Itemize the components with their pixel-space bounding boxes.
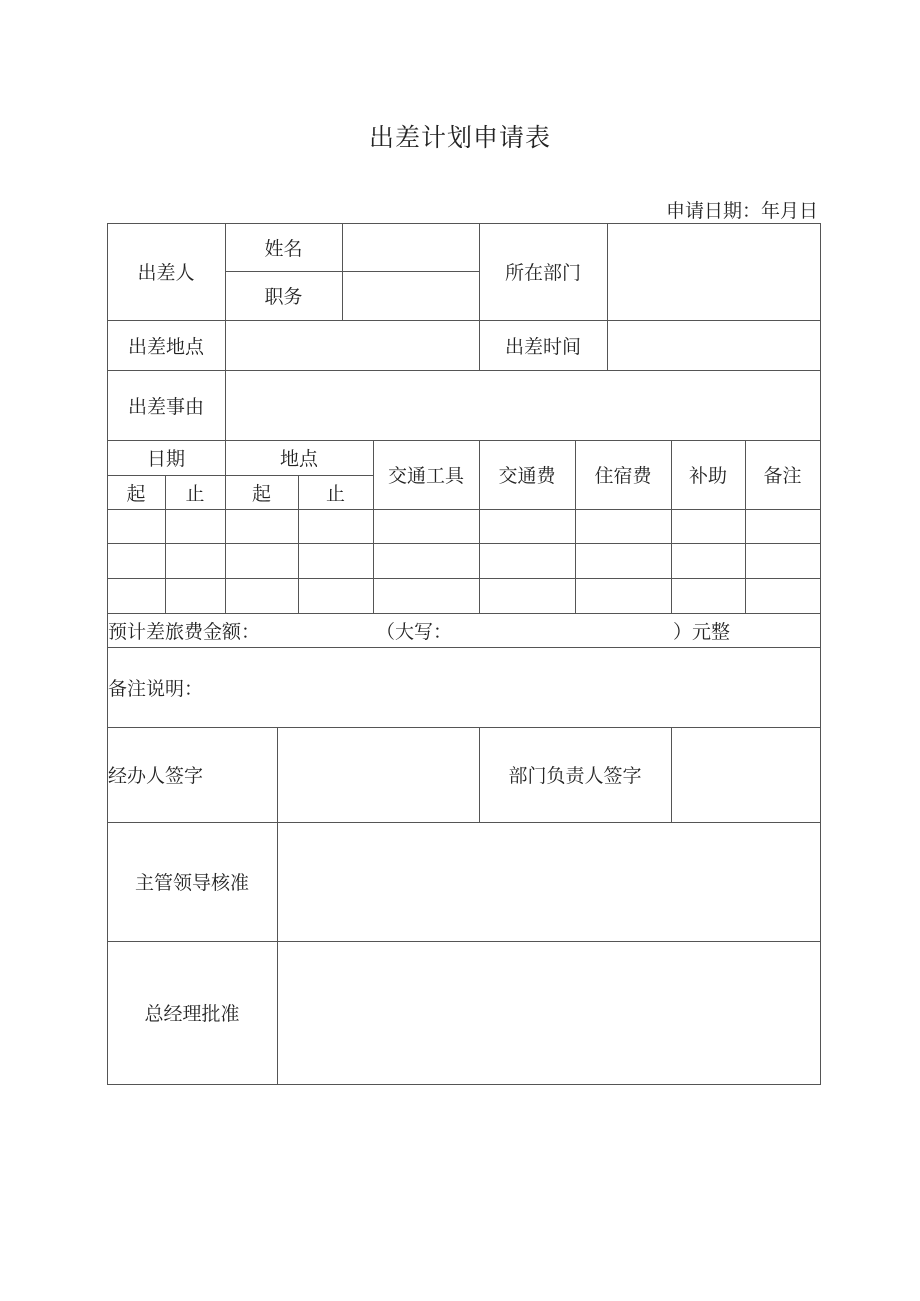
- notes-label: 备注说明：: [108, 677, 204, 700]
- reason-label: 出差事由: [127, 395, 204, 418]
- page-title: 出差计划申请表: [368, 123, 551, 152]
- transport-fee-header: 交通费: [498, 465, 556, 487]
- transport-header: 交通工具: [387, 465, 464, 487]
- gm-approval-label: 总经理批准: [144, 1003, 240, 1025]
- budget-label: 预计差旅费金额：: [108, 620, 261, 643]
- location-label: 出差地点: [127, 335, 204, 358]
- allowance-header: 补助: [688, 465, 727, 487]
- budget-capital-suffix: ）元整: [673, 620, 731, 643]
- department-field[interactable]: [607, 223, 820, 320]
- remark-header: 备注: [763, 465, 802, 487]
- department-label: 所在部门: [504, 262, 581, 284]
- place-start-header: 起: [251, 482, 271, 505]
- place-end-header: 止: [325, 482, 345, 505]
- time-field[interactable]: [607, 320, 820, 370]
- position-field[interactable]: [342, 271, 479, 320]
- name-field[interactable]: [342, 223, 479, 271]
- itinerary-row[interactable]: [107, 543, 820, 578]
- itinerary-date-header: 日期: [146, 448, 185, 470]
- supervisor-approval-field[interactable]: [277, 822, 820, 941]
- budget-capital-prefix: （大写：: [376, 620, 453, 643]
- gm-approval-field[interactable]: [277, 941, 820, 1084]
- dept-head-sign-label: 部门负责人签字: [508, 765, 642, 787]
- supervisor-approval-label: 主管领导核准: [134, 872, 249, 894]
- name-label: 姓名: [264, 237, 303, 260]
- date-end-header: 止: [185, 482, 205, 505]
- location-field[interactable]: [225, 320, 479, 370]
- itinerary-row[interactable]: [107, 578, 820, 613]
- date-start-header: 起: [126, 482, 146, 505]
- traveler-label: 出差人: [137, 262, 195, 284]
- reason-field[interactable]: [225, 370, 820, 440]
- dept-head-sign-field[interactable]: [671, 727, 820, 822]
- position-label: 职务: [264, 286, 303, 308]
- itinerary-place-header: 地点: [279, 448, 318, 470]
- apply-date: 申请日期：年月日: [665, 200, 818, 222]
- lodging-fee-header: 住宿费: [594, 465, 652, 487]
- handler-sign-label: 经办人签字: [108, 765, 204, 787]
- time-label: 出差时间: [504, 335, 581, 358]
- handler-sign-field[interactable]: [277, 727, 479, 822]
- itinerary-row[interactable]: [107, 509, 820, 543]
